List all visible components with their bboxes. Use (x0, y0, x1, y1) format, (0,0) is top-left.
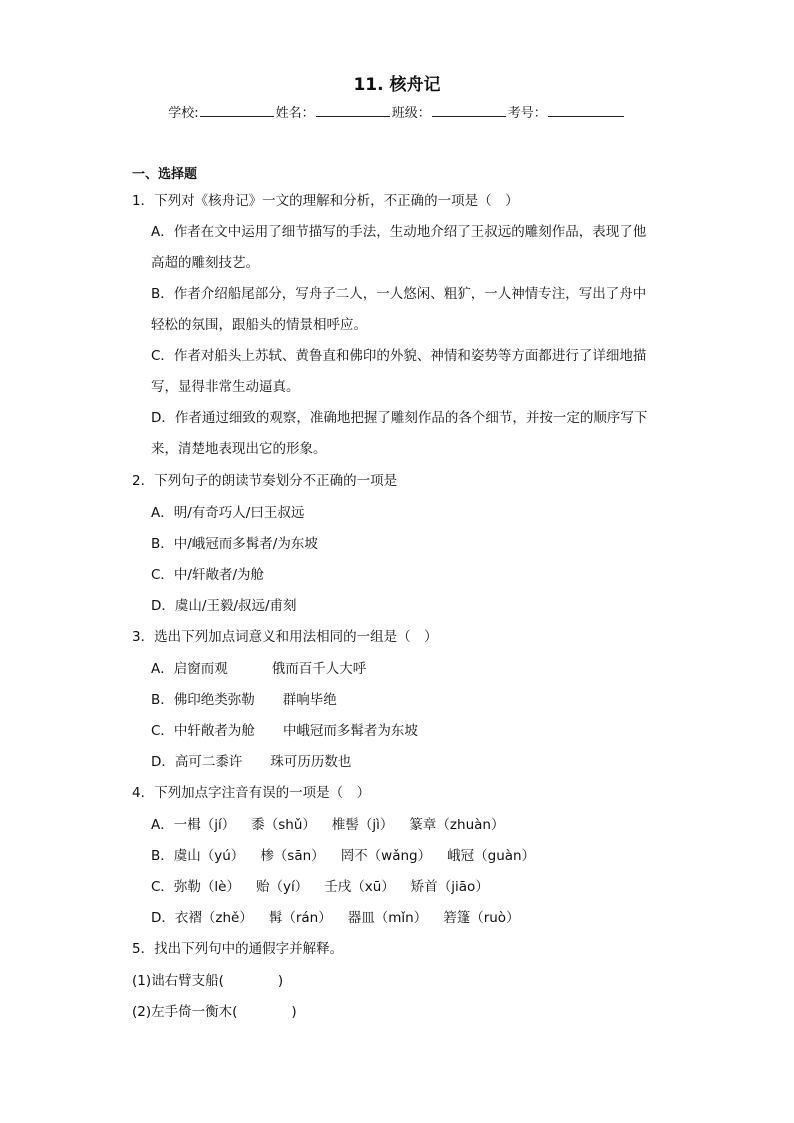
question-5-sub-1: (1)诎右臂支船( ) (132, 973, 284, 989)
q4-c-item-2: 贻（yí） (255, 879, 309, 895)
question-2-option-c: C．中/轩敞者/为舱 (151, 567, 265, 583)
question-4-option-a (151, 816, 504, 834)
question-3-option-d (151, 753, 351, 771)
q4-a-item-1: A．一楫（jí） (151, 817, 236, 833)
question-4-option-d (151, 909, 520, 927)
question-3-option-d-right: 珠可历历数也 (270, 754, 352, 770)
q4-d-item-1: D．衣褶（zhě） (151, 910, 253, 926)
question-5-stem: 5．找出下列句中的通假字并解释。 (132, 941, 344, 957)
exam-number-label: 考号： (507, 106, 547, 121)
q4-d-item-2: 髯（rán） (268, 910, 332, 926)
question-3-option-c (151, 722, 418, 740)
question-1-option-d-cont: 来，清楚地表现出它的形象。 (151, 441, 327, 457)
exam-number-blank[interactable] (548, 102, 624, 117)
q4-c-item-1: C．弥勒（lè） (151, 879, 240, 895)
class-blank[interactable] (432, 102, 506, 117)
question-2-option-b: B．中/峨冠而多髯者/为东坡 (151, 536, 318, 552)
school-blank[interactable] (200, 102, 274, 117)
q4-b-item-1: B．虞山（yú） (151, 848, 245, 864)
q4-b-item-4: 峨冠（guàn） (447, 848, 536, 864)
q4-d-item-4: 箬篷（ruò） (443, 910, 520, 926)
question-2-option-d: D．虞山/王毅/叔远/甫刻 (151, 598, 297, 614)
question-5-sub-2: (2)左手倚一衡木( ) (132, 1004, 297, 1020)
question-1-option-c: C．作者对船头上苏轼、黄鲁直和佛印的外貌、神情和姿势等方面都进行了详细地描 (151, 348, 647, 364)
question-3-option-b-left: B．佛印绝类弥勒 (151, 692, 255, 708)
q4-b-item-2: 椮（sān） (260, 848, 325, 864)
q4-a-item-3: 椎髻（jì） (331, 817, 394, 833)
question-3-option-b-right: 群响毕绝 (282, 692, 337, 708)
section-heading: 一、选择题 (132, 167, 198, 182)
q4-a-item-2: 黍（shǔ） (251, 817, 316, 833)
question-4-stem: 4．下列加点字注音有误的一项是（ ） (132, 785, 371, 801)
page-title: 11. 核舟记 (353, 75, 441, 95)
question-1-option-b-cont: 轻松的氛围，跟船头的情景相呼应。 (151, 317, 367, 333)
question-3-option-d-left: D．高可二黍许 (151, 754, 243, 770)
question-1-option-a: A．作者在文中运用了细节描写的手法，生动地介绍了王叔远的雕刻作品，表现了他 (151, 224, 647, 240)
q4-c-item-3: 壬戌（xū） (324, 879, 395, 895)
question-4-option-b (151, 847, 535, 865)
q4-a-item-4: 篆章（zhuàn） (409, 817, 505, 833)
question-2-stem: 2．下列句子的朗读节奏划分不正确的一项是 (132, 473, 398, 489)
school-label: 学校: (168, 106, 199, 121)
question-3-option-a-right: 俄而百千人大呼 (271, 661, 367, 677)
question-1-stem: 1．下列对《核舟记》一文的理解和分析，不正确的一项是（ ） (132, 193, 519, 209)
name-blank[interactable] (316, 102, 390, 117)
question-3-option-a (151, 660, 366, 678)
question-1-option-d: D．作者通过细致的观察，准确地把握了雕刻作品的各个细节，并按一定的顺序写下 (151, 410, 648, 426)
question-1-option-a-cont: 高超的雕刻技艺。 (151, 255, 259, 271)
q4-d-item-3: 器皿（mǐn） (347, 910, 428, 926)
question-3-stem: 3．选出下列加点词意义和用法相同的一组是（ ） (132, 629, 438, 645)
question-1-option-c-cont: 写，显得非常生动逼真。 (151, 379, 300, 395)
question-3-option-a-left: A．启窗而观 (151, 661, 228, 677)
name-label: 姓名： (275, 106, 315, 121)
question-4-option-c (151, 878, 489, 896)
q4-b-item-3: 罔不（wǎng） (340, 848, 432, 864)
class-label: 班级： (391, 106, 431, 121)
q4-c-item-4: 矫首（jiāo） (410, 879, 489, 895)
question-3-option-c-left: C．中轩敞者为舱 (151, 723, 255, 739)
student-info-line (0, 102, 794, 123)
question-3-option-b (151, 691, 337, 709)
question-2-option-a: A．明/有奇巧人/曰王叔远 (151, 505, 305, 521)
question-1-option-b: B．作者介绍船尾部分，写舟子二人，一人悠闲、粗犷，一人神情专注，写出了舟中 (151, 286, 647, 302)
question-3-option-c-right: 中峨冠而多髯者为东坡 (282, 723, 418, 739)
